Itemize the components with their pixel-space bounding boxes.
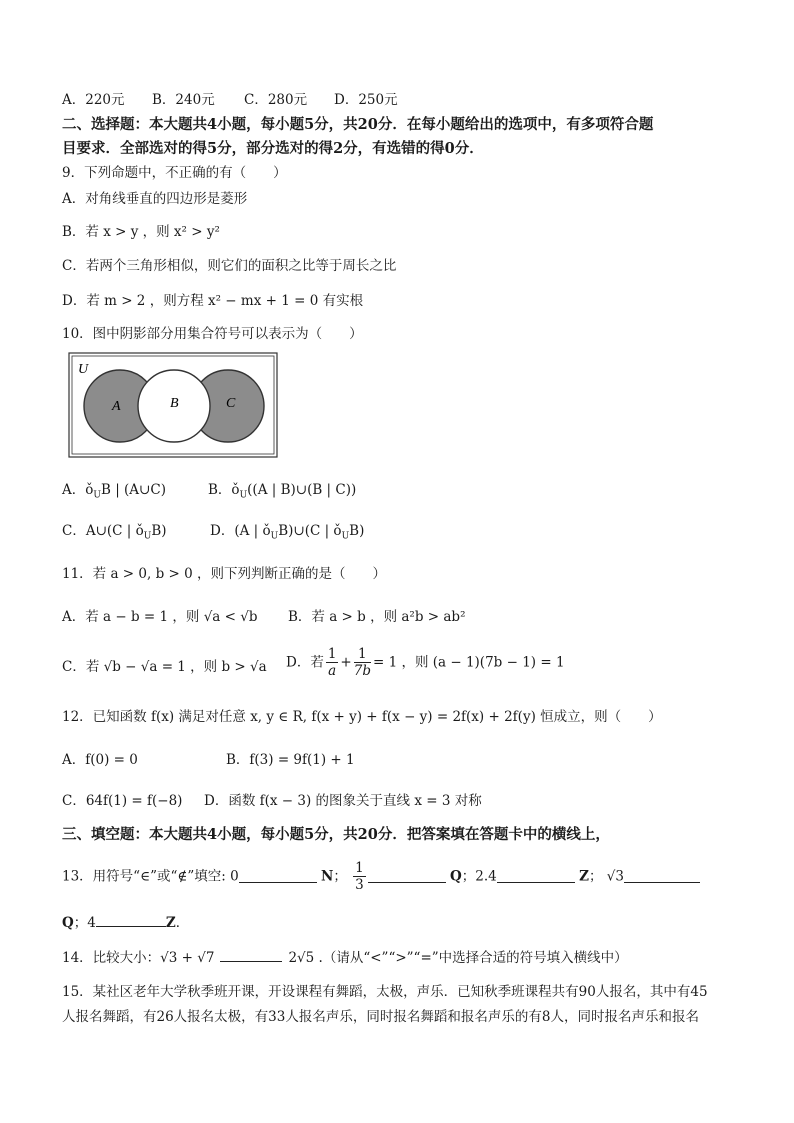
q10-option-d: D．(A | $ǒ_UB)\cup(C$ | $ǒ_UB$) [210,523,365,542]
q12-option-a: A．f(0) = 0 [62,752,138,768]
q10-option-a: A．$ǒ_UB$ | (A∪C) [62,482,166,501]
venn-label-b: B [170,396,179,411]
q14-line: 14．比较大小：√3 + √7 2√5 .（请从“<”“>”“=”中选择合适的符号填入横线中） [62,950,628,966]
q8-option-b: B．240元 [152,92,215,108]
q12-option-d: D．函数 f(x − 3) 的图象关于直线 x = 3 对称 [204,793,482,809]
q9-option-a: A．对角线垂直的四边形是菱形 [62,191,248,207]
q11-option-a: A．若 a − b = 1 ，则 √a < √b [62,609,258,625]
q9-option-c: C．若两个三角形相似，则它们的面积之比等于周长之比 [62,258,397,274]
q8-option-c: C．280元 [244,92,308,108]
q13-line1: 13．用符号“∈”或“∉”填空: 0 N； $\frac{1}{3}$ Q；2.4 Z； √3 [62,860,700,893]
q14-blank[interactable] [220,949,282,962]
section2-heading-line1: 二、选择题：本大题共4小题，每小题5分，共20分．在每小题给出的选项中，有多项符合题 [62,116,654,133]
q13-blank-4[interactable] [624,870,700,883]
q12-stem: 12．已知函数 f(x) 满足对任意 x, y ∈ R, f(x + y) + f(x − y) = 2f(x) + 2f(y) 恒成立，则（ ） [62,709,662,725]
venn-label-c: C [226,396,236,411]
q11-option-d: D．若 $\frac{1}{a}$ + $\frac{1}{7b}$ = 1 ，则 (a − 1)(7b − 1) = 1 [286,646,565,679]
q15-line2: 人报名舞蹈，有26人报名太极，有33人报名声乐，同时报名舞蹈和报名声乐的有8人，同时报名声乐和报名 [62,1009,699,1025]
q8-option-a: A．220元 [62,92,125,108]
venn-label-u: U [78,362,89,377]
q9-option-d: D．若 m > 2 ，则方程 x² − mx + 1 = 0 有实根 [62,293,364,309]
q13-blank-2[interactable] [368,870,446,883]
q10-option-c: C．A∪(C | $ǒ_UB$) [62,523,167,542]
q13-blank-3[interactable] [497,870,575,883]
q13-line2: Q；4 Z． [62,915,190,931]
q10-stem: 10．图中阴影部分用集合符号可以表示为（ ） [62,326,363,342]
venn-label-a: A [112,399,121,414]
q10-option-b: B．$ǒ_U((A$ | B)∪(B | C)) [208,482,357,501]
q13-blank-1[interactable] [239,870,317,883]
section2-heading-line2: 目要求．全部选对的得5分，部分选对的得2分，有选错的得0分． [62,140,484,157]
q9-option-b: B．若 x > y ，则 x² > y² [62,224,220,240]
q11-option-b: B．若 a > b ，则 a²b > ab² [288,609,466,625]
q11-option-c: C．若 √b − √a = 1 ，则 b > √a [62,659,267,675]
q8-option-d: D．250元 [334,92,398,108]
q9-stem: 9．下列命题中，不正确的有（ ） [62,165,287,181]
venn-diagram [68,352,280,460]
section3-heading: 三、填空题：本大题共4小题，每小题5分，共20分．把答案填在答题卡中的横线上， [62,826,610,843]
q15-line1: 15．某社区老年大学秋季班开课，开设课程有舞蹈，太极，声乐．已知秋季班课程共有90人报名，其中有45 [62,984,708,1000]
q13-blank-5[interactable] [96,914,166,927]
q12-option-b: B．f(3) = 9f(1) + 1 [226,752,355,768]
q12-option-c: C．64f(1) = f(−8) [62,793,183,809]
q11-stem: 11．若 a > 0, b > 0 ，则下列判断正确的是（ ） [62,566,386,582]
